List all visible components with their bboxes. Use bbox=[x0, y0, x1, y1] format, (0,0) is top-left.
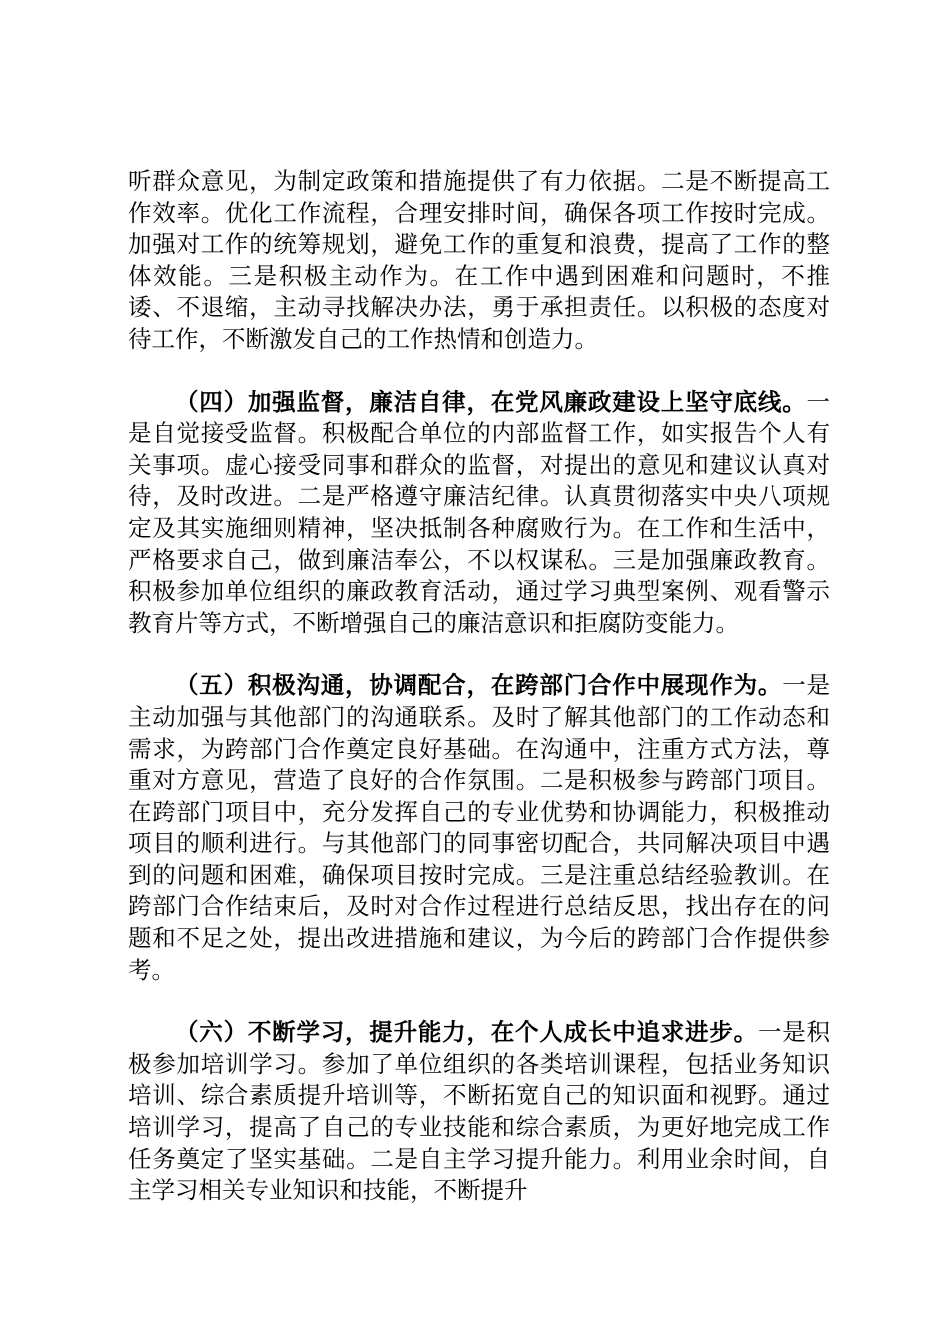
document-page bbox=[128, 166, 830, 1207]
paragraph-continuation bbox=[128, 166, 830, 356]
paragraph-section-6 bbox=[128, 1017, 830, 1207]
section-heading: （五）积极沟通，协调配合，在跨部门合作中展现作为。 bbox=[175, 671, 783, 700]
paragraph-body: 一是主动加强与其他部门的沟通联系。及时了解其他部门的工作动态和需求，为跨部门合作奠定良好基础。在沟通中，注重方式方法，尊重对方意见，营造了良好的合作氛围。二是积极参与跨部门项目。在跨部门项目中，充分发挥自己的专业优势和协调能力，积极推动项目的顺利进行。与其他部门的同事密切配合，共同解决项目中遇到的问题和困难，确保项目按时完成。三是注重总结经验教训。在跨部门合作结束后，及时对合作过程进行总结反思，找出存在的问题和不足之处，提出改进措施和建议，为今后的跨部门合作提供参考。 bbox=[128, 671, 831, 984]
paragraph-section-5 bbox=[128, 670, 830, 986]
paragraph-body: 听群众意见，为制定政策和措施提供了有力依据。二是不断提高工作效率。优化工作流程，合理安排时间，确保各项工作按时完成。加强对工作的统筹规划，避免工作的重复和浪费，提高了工作的整体效能。三是积极主动作为。在工作中遇到困难和问题时，不推诿、不退缩，主动寻找解决办法，勇于承担责任。以积极的态度对待工作，不断激发自己的工作热情和创造力。 bbox=[128, 167, 830, 353]
section-heading: （六）不断学习，提升能力，在个人成长中追求进步。 bbox=[175, 1018, 758, 1047]
paragraph-body: 一是自觉接受监督。积极配合单位的内部监督工作，如实报告个人有关事项。虚心接受同事和群众的监督，对提出的意见和建议认真对待，及时改进。二是严格遵守廉洁纪律。认真贯彻落实中央八项规定及其实施细则精神，坚决抵制各种腐败行为。在工作和生活中，严格要求自己，做到廉洁奉公，不以权谋私。三是加强廉政教育。积极参加单位组织的廉政教育活动，通过学习典型案例、观看警示教育片等方式，不断增强自己的廉洁意识和拒腐防变能力。 bbox=[128, 387, 830, 637]
paragraph-body: 一是积极参加培训学习。参加了单位组织的各类培训课程，包括业务知识培训、综合素质提升培训等，不断拓宽自己的知识面和视野。通过培训学习，提高了自己的专业技能和综合素质，为更好地完成工作任务奠定了坚实基础。二是自主学习提升能力。利用业余时间，自主学习相关专业知识和技能，不断提升 bbox=[128, 1018, 831, 1205]
section-heading: （四）加强监督，廉洁自律，在党风廉政建设上坚守底线。 bbox=[175, 387, 807, 416]
paragraph-section-4 bbox=[128, 387, 830, 640]
